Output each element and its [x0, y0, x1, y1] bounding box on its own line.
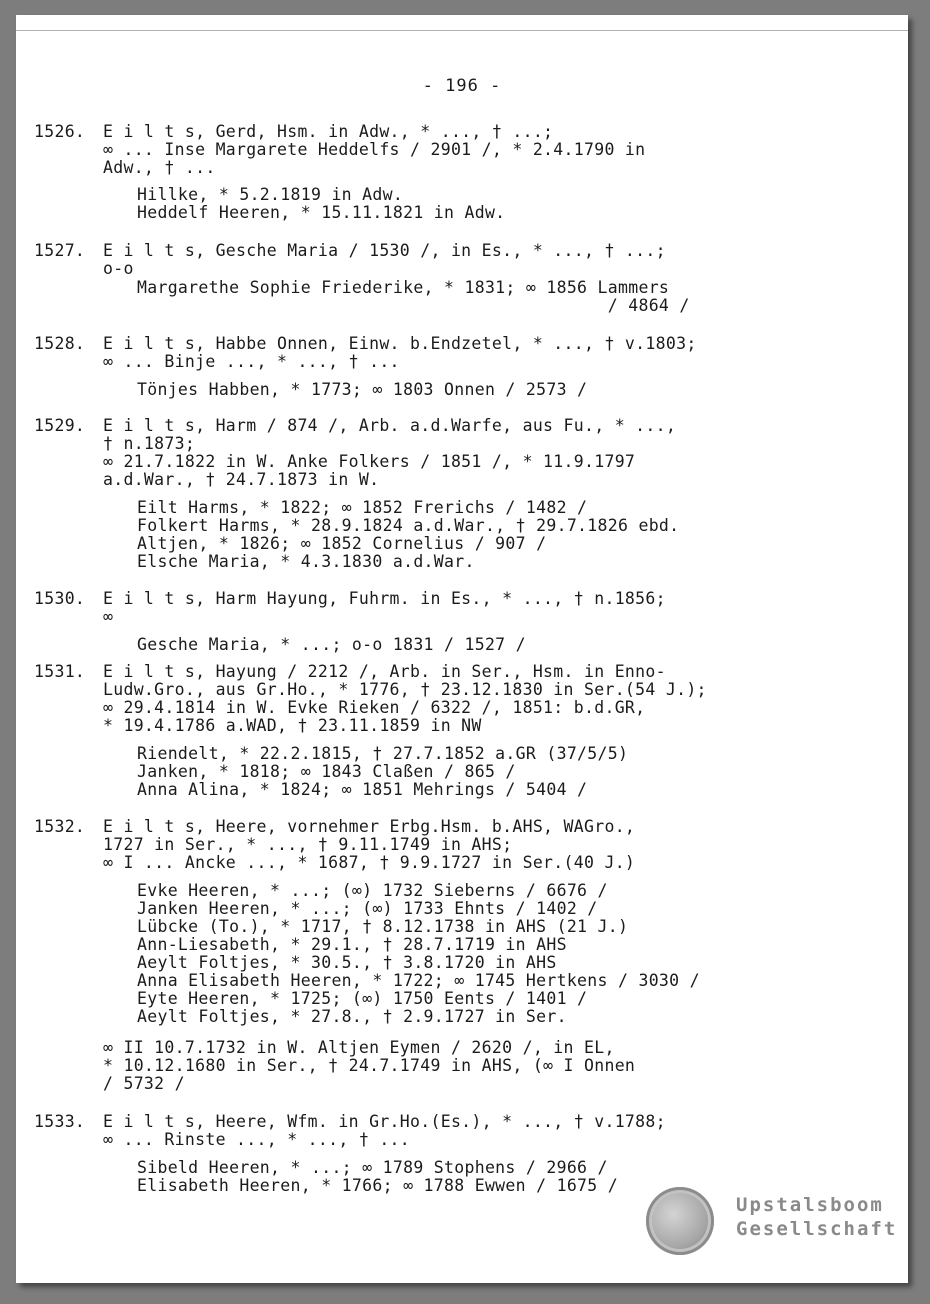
- logo-line-2: Gesellschaft: [736, 1218, 898, 1240]
- child-line: Evke Heeren, * ...; (∞) 1732 Sieberns / 6676 /: [137, 881, 608, 900]
- entry-line: E i l t s, Habbe Onnen, Einw. b.Endzetel, * ..., † v.1803;: [103, 334, 697, 353]
- entry-number: 1531.: [34, 662, 86, 681]
- child-line: Altjen, * 1826; ∞ 1852 Cornelius / 907 /: [137, 534, 547, 553]
- child-line: Margarethe Sophie Friederike, * 1831; ∞ 1856 Lammers: [137, 278, 670, 297]
- top-rule: [16, 30, 908, 31]
- logo-line-1: Upstalsboom: [736, 1194, 884, 1216]
- logo-text: [736, 1193, 897, 1241]
- entry-line: Adw., † ...: [103, 158, 216, 177]
- entry-line: 1727 in Ser., * ..., † 9.11.1749 in AHS;: [103, 835, 513, 854]
- entry-line: ∞ ... Rinste ..., * ..., † ...: [103, 1130, 411, 1149]
- entry-number: 1533.: [34, 1112, 86, 1131]
- child-line: Eilt Harms, * 1822; ∞ 1852 Frerichs / 1482 /: [137, 498, 588, 517]
- seal-icon: [646, 1187, 714, 1255]
- entry-line: Ludw.Gro., aus Gr.Ho., * 1776, † 23.12.1830 in Ser.(54 J.);: [103, 680, 707, 699]
- child-line: Elsche Maria, * 4.3.1830 a.d.War.: [137, 552, 475, 571]
- entry-line: * 19.4.1786 a.WAD, † 23.11.1859 in NW: [103, 716, 482, 735]
- entry-line: ∞ ... Inse Margarete Heddelfs / 2901 /, * 2.4.1790 in: [103, 140, 646, 159]
- child-line: Gesche Maria, * ...; o-o 1831 / 1527 /: [137, 635, 526, 654]
- child-line: Janken Heeren, * ...; (∞) 1733 Ehnts / 1402 /: [137, 899, 598, 918]
- entry-line: ∞ I ... Ancke ..., * 1687, † 9.9.1727 in Ser.(40 J.): [103, 853, 636, 872]
- entry-number: 1532.: [34, 817, 86, 836]
- child-line: Eyte Heeren, * 1725; (∞) 1750 Eents / 1401 /: [137, 989, 588, 1008]
- child-line: Hillke, * 5.2.1819 in Adw.: [137, 185, 404, 204]
- child-line: Anna Alina, * 1824; ∞ 1851 Mehrings / 5404 /: [137, 780, 588, 799]
- second-marriage-line: ∞ II 10.7.1732 in W. Altjen Eymen / 2620 /, in EL,: [103, 1038, 615, 1057]
- child-line: Janken, * 1818; ∞ 1843 Claßen / 865 /: [137, 762, 516, 781]
- entry-line: E i l t s, Harm / 874 /, Arb. a.d.Warfe, aus Fu., * ...,: [103, 416, 677, 435]
- page-number: - 196 -: [422, 76, 502, 96]
- entry-line: ∞ 29.4.1814 in W. Evke Rieken / 6322 /, 1851: b.d.GR,: [103, 698, 646, 717]
- child-line: Riendelt, * 22.2.1815, † 27.7.1852 a.GR (37/5/5): [137, 744, 629, 763]
- second-marriage-line: * 10.12.1680 in Ser., † 24.7.1749 in AHS, (∞ I Onnen: [103, 1056, 636, 1075]
- child-line: Elisabeth Heeren, * 1766; ∞ 1788 Ewwen / 1675 /: [137, 1176, 618, 1195]
- entry-line: a.d.War., † 24.7.1873 in W.: [103, 470, 380, 489]
- entry-line: E i l t s, Heere, Wfm. in Gr.Ho.(Es.), * ..., † v.1788;: [103, 1112, 666, 1131]
- child-line: Lübcke (To.), * 1717, † 8.12.1738 in AHS (21 J.): [137, 917, 629, 936]
- entry-line: o-o: [103, 259, 134, 278]
- entry-number: 1527.: [34, 241, 86, 260]
- entry-number: 1529.: [34, 416, 86, 435]
- entry-line: E i l t s, Harm Hayung, Fuhrm. in Es., * ..., † n.1856;: [103, 589, 666, 608]
- child-line: Folkert Harms, * 28.9.1824 a.d.War., † 29.7.1826 ebd.: [137, 516, 680, 535]
- child-line: / 4864 /: [137, 296, 690, 315]
- child-line: Anna Elisabeth Heeren, * 1722; ∞ 1745 Hertkens / 3030 /: [137, 971, 700, 990]
- document-page: [16, 15, 908, 1283]
- child-line: Ann-Liesabeth, * 29.1., † 28.7.1719 in AHS: [137, 935, 567, 954]
- entry-line: E i l t s, Heere, vornehmer Erbg.Hsm. b.AHS, WAGro.,: [103, 817, 636, 836]
- entry-number: 1526.: [34, 122, 86, 141]
- entry-line: E i l t s, Gesche Maria / 1530 /, in Es., * ..., † ...;: [103, 241, 666, 260]
- entry-line: † n.1873;: [103, 434, 196, 453]
- entry-line: ∞ ... Binje ..., * ..., † ...: [103, 352, 400, 371]
- child-line: Aeylt Foltjes, * 27.8., † 2.9.1727 in Ser.: [137, 1007, 567, 1026]
- entry-line: ∞: [103, 607, 114, 626]
- child-line: Aeylt Foltjes, * 30.5., † 3.8.1720 in AHS: [137, 953, 557, 972]
- entry-line: E i l t s, Gerd, Hsm. in Adw., * ..., † ...;: [103, 122, 554, 141]
- child-line: Heddelf Heeren, * 15.11.1821 in Adw.: [137, 203, 506, 222]
- child-line: Tönjes Habben, * 1773; ∞ 1803 Onnen / 2573 /: [137, 380, 588, 399]
- second-marriage-line: / 5732 /: [103, 1074, 185, 1093]
- child-line: Sibeld Heeren, * ...; ∞ 1789 Stophens / 2966 /: [137, 1158, 608, 1177]
- entry-number: 1530.: [34, 589, 86, 608]
- entry-number: 1528.: [34, 334, 86, 353]
- entry-line: E i l t s, Hayung / 2212 /, Arb. in Ser., Hsm. in Enno-: [103, 662, 666, 681]
- upstalsboom-logo: [642, 1181, 904, 1261]
- entry-line: ∞ 21.7.1822 in W. Anke Folkers / 1851 /, * 11.9.1797: [103, 452, 636, 471]
